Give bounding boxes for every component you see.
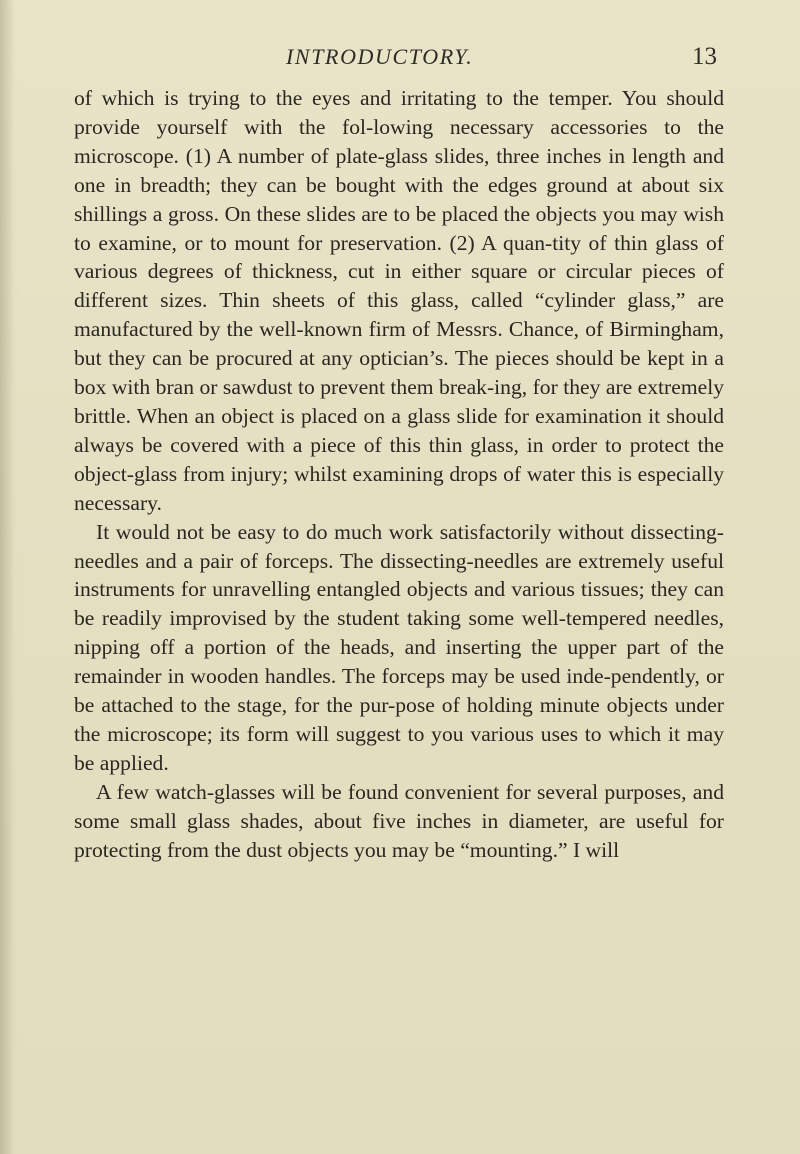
spine-shadow [0,0,14,1154]
page-number: 13 [692,43,717,70]
paragraph-2: It would not be easy to do much work satisfactorily without dissecting-needles and a pair of forceps. The dissecting-needles are extremely useful instruments for unravelling entangled objects and various tissues; they can be readily improvised by the student taking some well-tempered needles, nipping off a portion of the heads, and inserting the upper part of the remainder in wooden handles. The forceps may be used inde-pendently, or be attached to the stage, for the pur-pose of holding minute objects under the microscope; its form will suggest to you various uses to which it may be applied. [74,519,724,775]
paragraph-1: of which is trying to the eyes and irritating to the temper. You should provide yourself with the fol-lowing necessary accessories to the microscope. (1) A number of plate-glass slides, three inches in length and one in breadth; they can be bought with the edges ground at about six shillings a gross. On these slides are to be placed the objects you may wish to examine, or to mount for preservation. (2) A quan-tity of thin glass of various degrees of thickness, cut in either square or circular pieces of different sizes. Thin sheets of this glass, called “cylinder glass,” are manufactured by the well-known firm of Messrs. Chance, of Birmingham, but they can be procured at any optician’s. The pieces should be kept in a box with bran or sawdust to prevent them break-ing, for they are extremely brittle. When an object is placed on a glass slide for examination it should always be covered with a piece of this thin glass, in order to protect the object-glass from injury; whilst examining drops of water this is especially necessary. [74,86,724,515]
running-head: INTRODUCTORY. [286,44,474,69]
body-text [74,84,724,864]
paragraph-3: A few watch-glasses will be found convenient for several purposes, and some small glass shades, about five inches in diameter, are useful for protecting from the dust objects you may be “mounting.” I will [74,779,724,862]
